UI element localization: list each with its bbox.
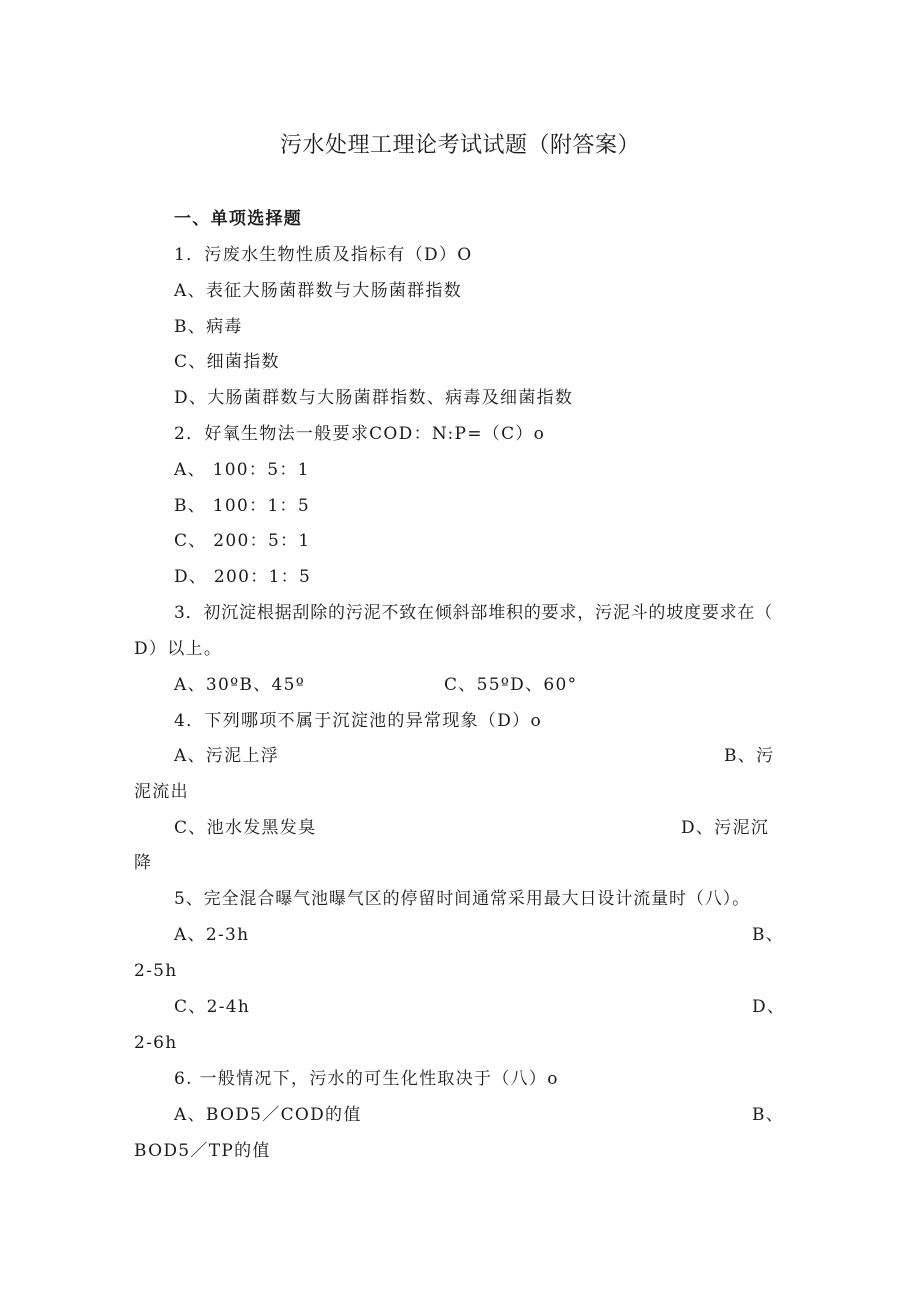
q5-option-d: D、: [752, 997, 786, 1017]
question-5: 5、完全混合曝气池曝气区的停留时间通常采用最大日设计流量时（八）。: [174, 889, 751, 909]
q1-option-a: A、表征大肠菌群数与大肠菌群指数: [174, 281, 463, 301]
q6-option-a: A、BOD5／COD的值: [174, 1105, 362, 1125]
q4-option-b-continued: 泥流出: [134, 782, 189, 802]
q5-option-a: A、2-3h: [174, 925, 250, 945]
page-title: 污水处理工理论考试试题（附答案）: [279, 133, 640, 158]
question-1: 1．污废水生物性质及指标有（D）O: [174, 245, 473, 265]
question-4: 4．下列哪项不属于沉淀池的异常现象（D）o: [174, 711, 542, 731]
q5-option-d-continued: 2-6h: [134, 1033, 178, 1053]
q6-option-b-continued: BOD5／TP的值: [134, 1141, 271, 1161]
question-2: 2．好氧生物法一般要求COD：N:P=（C）o: [174, 424, 546, 444]
q2-option-b: B、 100：1：5: [174, 496, 310, 516]
q1-option-d: D、大肠菌群数与大肠菌群指数、病毒及细菌指数: [174, 388, 574, 408]
q3-options-ab: A、30ºB、45º: [174, 675, 306, 695]
q2-option-c: C、 200：5：1: [174, 531, 311, 551]
q5-option-c: C、2-4h: [174, 997, 251, 1017]
q4-option-d-continued: 降: [134, 853, 153, 873]
q4-option-c: C、池水发黑发臭: [174, 818, 317, 838]
section-heading: 一、单项选择题: [174, 209, 303, 229]
q4-option-b: B、污: [724, 746, 775, 766]
q2-option-a: A、 100：5：1: [174, 460, 310, 480]
q3-options-cd: C、55ºD、60°: [444, 675, 578, 695]
q4-option-d: D、污泥沉: [681, 818, 770, 838]
q1-option-b: B、病毒: [174, 317, 243, 337]
q5-option-b-continued: 2-5h: [134, 961, 178, 981]
question-6: 6. 一般情况下，污水的可生化性取决于（八）o: [174, 1069, 559, 1089]
q6-option-b: B、: [752, 1105, 785, 1125]
q1-option-c: C、细菌指数: [174, 352, 280, 372]
question-3: 3．初沉淀根据刮除的污泥不致在倾斜部堆积的要求，污泥斗的坡度要求在（: [174, 603, 774, 623]
q5-option-b: B、: [752, 925, 785, 945]
q2-option-d: D、 200：1：5: [174, 567, 312, 587]
q4-option-a: A、污泥上浮: [174, 746, 280, 766]
question-3-continued: D）以上。: [134, 639, 223, 659]
